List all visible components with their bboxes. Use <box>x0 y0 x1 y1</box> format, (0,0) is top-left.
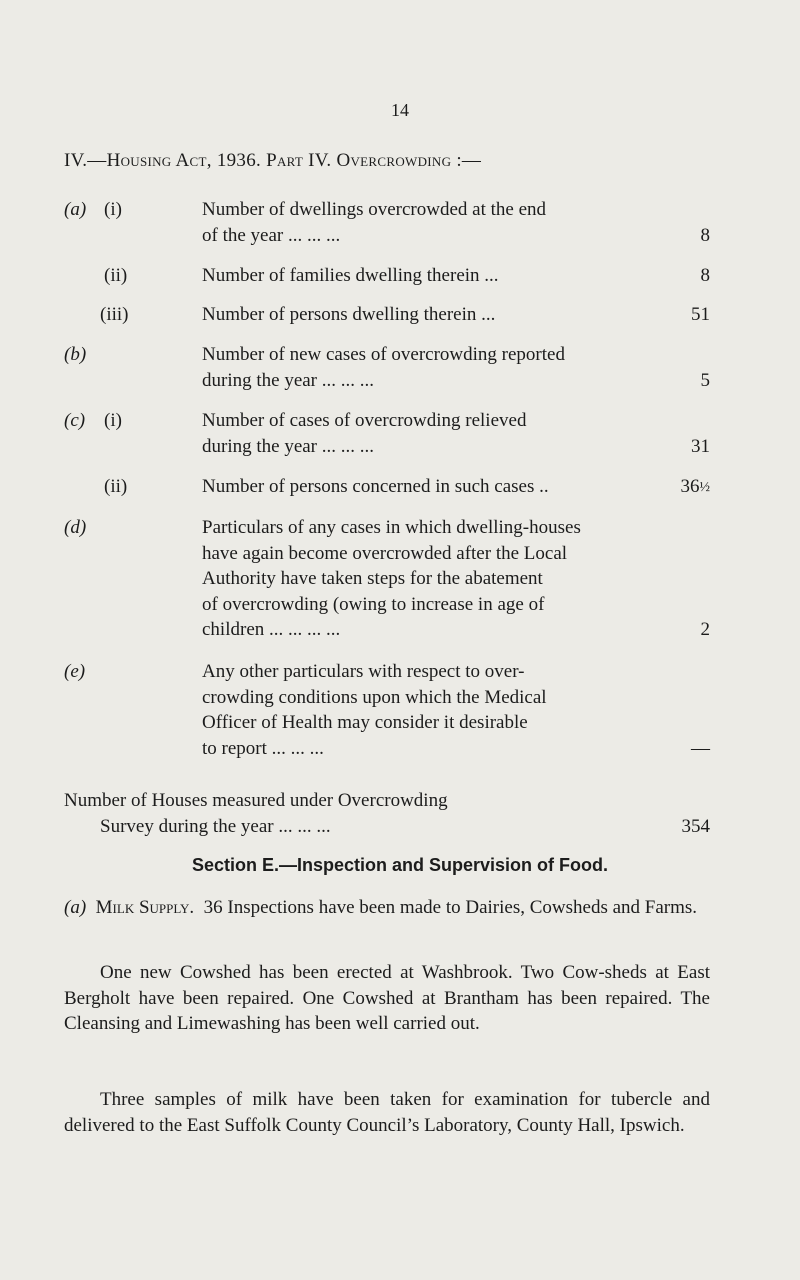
item-line: Officer of Health may consider it desirable <box>202 712 528 733</box>
item-line: crowding conditions upon which the Medical <box>202 686 547 708</box>
item-line: Number of cases of overcrowding relieved <box>202 410 527 431</box>
section-heading: Section E.—Inspection and Supervision of Food. <box>191 855 609 875</box>
item-value: 31 <box>691 435 710 457</box>
heading-prefix: IV.— <box>64 150 107 171</box>
item-label: (c) <box>64 410 86 431</box>
item-line: children ... ... ... ... <box>202 619 341 640</box>
houses-line: Number of Houses measured under Overcrowding <box>64 790 448 811</box>
item-line: Any other particulars with respect to over- <box>202 661 525 682</box>
item-line: Number of persons dwelling therein ... <box>202 304 496 325</box>
milk-supply-paragraph <box>64 895 710 921</box>
heading-title: Housing Act, 1936. Part IV. Overcrowding :— <box>106 150 482 171</box>
item-value: — <box>691 737 710 759</box>
item-sub-label: (iii) <box>100 304 129 325</box>
item-line: during the year ... ... ... <box>202 369 375 391</box>
milk-label: (a) <box>64 897 87 918</box>
houses-value: 354 <box>681 815 710 837</box>
item-value: 8 <box>700 265 710 286</box>
item-line: of overcrowding (owing to increase in age of <box>202 593 545 615</box>
page-number: 14 <box>391 100 409 120</box>
item-sub-label: (i) <box>104 199 122 220</box>
houses-line: Survey during the year ... ... ... <box>100 815 331 837</box>
item-value: 8 <box>700 224 710 246</box>
item-label: (e) <box>64 661 86 682</box>
item-sub-label: (i) <box>104 410 122 431</box>
item-line: Authority have taken steps for the abatement <box>202 568 543 589</box>
item-line: of the year ... ... ... <box>202 224 341 246</box>
item-line: to report ... ... ... <box>202 737 324 759</box>
item-line: have again become overcrowded after the Local <box>202 542 568 564</box>
item-sub-label: (ii) <box>104 476 128 497</box>
value-fraction: ½ <box>699 480 710 495</box>
paragraph: Three samples of milk have been taken for examination for tubercle and delivered to the East Suffolk County Council’s Laboratory, County Hall, Ipswich. <box>64 1089 710 1136</box>
housing-act-heading <box>64 150 481 172</box>
item-value: 5 <box>700 369 710 391</box>
item-label: (d) <box>64 517 87 538</box>
item-sub-label: (ii) <box>104 265 128 286</box>
milk-text: 36 Inspections have been made to Dairies, Cowsheds and Farms. <box>203 897 698 918</box>
milk-title: Milk Supply. <box>95 897 195 918</box>
item-line: Number of families dwelling therein ... <box>202 265 499 286</box>
item-line: Particulars of any cases in which dwelling-houses <box>202 517 581 538</box>
item-line: during the year ... ... ... <box>202 435 375 457</box>
item-value: 2 <box>700 619 710 640</box>
value-whole: 36 <box>680 476 700 497</box>
item-line: Number of persons concerned in such cases .. <box>202 476 549 497</box>
item-line: Number of dwellings overcrowded at the end <box>202 199 547 220</box>
item-value: 51 <box>691 304 710 325</box>
item-value <box>650 474 710 501</box>
item-line: Number of new cases of overcrowding reported <box>202 344 565 365</box>
item-label: (a) <box>64 199 87 220</box>
paragraph: One new Cowshed has been erected at Washbrook. Two Cow-sheds at East Bergholt have been repaired. One Cowshed at Brantham has been repaired. The Cleansing and Limewashing has been well carried out. <box>64 962 710 1034</box>
item-label: (b) <box>64 344 87 365</box>
